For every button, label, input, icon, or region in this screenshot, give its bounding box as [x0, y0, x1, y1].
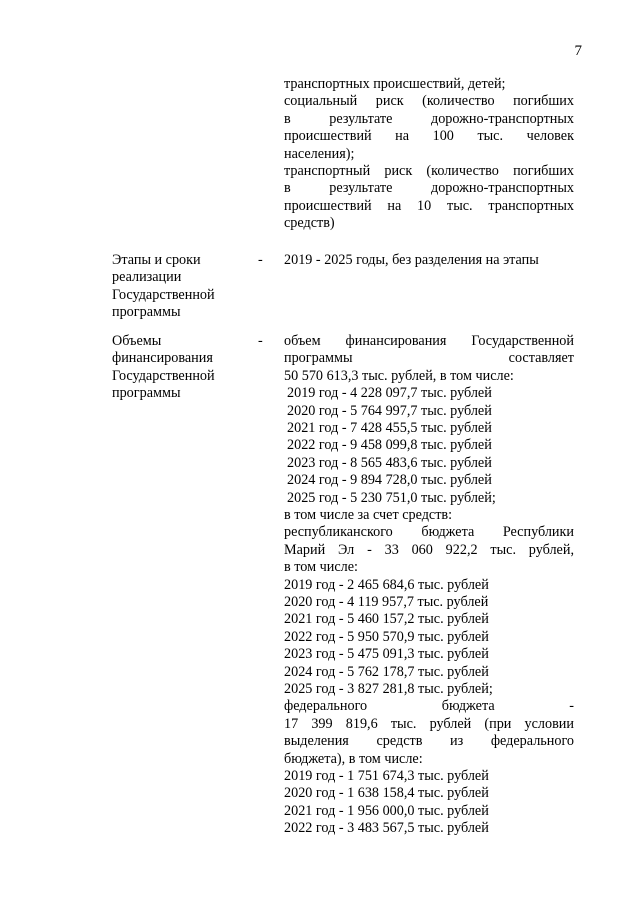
page-number: 7: [574, 43, 582, 59]
funding-value-line: 2020 год - 5 764 997,7 тыс. рублей: [287, 402, 492, 419]
funding-value-line: 2025 год - 5 230 751,0 тыс. рублей;: [287, 489, 496, 506]
text-line: происшествий на 10 тыс. транспортных: [284, 197, 574, 214]
funding-value-line: в том числе за счет средств:: [284, 507, 453, 523]
section-label-line: финансирования: [112, 350, 213, 367]
text-line: в результате дорожно-транспортных: [284, 110, 574, 127]
funding-value-line: программы составляет: [284, 350, 574, 367]
text-line: транспортных происшествий, детей;: [284, 76, 506, 92]
section-label-line: программы: [112, 385, 181, 402]
funding-value-line: 2021 год - 7 428 455,5 тыс. рублей: [287, 420, 492, 436]
funding-value-line: 2022 год - 3 483 567,5 тыс. рублей: [284, 820, 489, 837]
section-label-line: Государственной: [112, 286, 215, 303]
section-label-line: Объемы: [112, 333, 162, 349]
funding-value-line: Марий Эл - 33 060 922,2 тыс. рублей,: [284, 541, 574, 558]
funding-value-line: 2020 год - 4 119 957,7 тыс. рублей: [284, 594, 489, 610]
funding-value-line: объем финансирования Государственной: [284, 333, 574, 349]
funding-value-line: в том числе:: [284, 559, 358, 576]
dash-separator: -: [258, 333, 263, 349]
text-line: социальный риск (количество погибших: [284, 93, 574, 110]
funding-value-line: 2019 год - 2 465 684,6 тыс. рублей: [284, 576, 489, 593]
dash-separator: -: [258, 252, 263, 268]
funding-value-line: 2024 год - 5 762 178,7 тыс. рублей: [284, 663, 489, 680]
funding-value-line: республиканского бюджета Республики: [284, 524, 574, 541]
funding-value-line: 2023 год - 8 565 483,6 тыс. рублей: [287, 454, 492, 471]
funding-value-line: бюджета), в том числе:: [284, 750, 423, 767]
section-label-line: программы: [112, 304, 181, 321]
text-line: средств): [284, 215, 335, 232]
section-label-line: Государственной: [112, 367, 215, 384]
funding-value-line: 2019 год - 1 751 674,3 тыс. рублей: [284, 768, 489, 784]
section-label-line: Этапы и сроки: [112, 252, 201, 268]
text-line: населения);: [284, 145, 355, 162]
funding-value-line: 2022 год - 5 950 570,9 тыс. рублей: [284, 628, 489, 645]
funding-value-line: 2021 год - 1 956 000,0 тыс. рублей: [284, 802, 489, 819]
text-line: происшествий на 100 тыс. человек: [284, 128, 574, 145]
funding-value-line: 2019 год - 4 228 097,7 тыс. рублей: [287, 385, 492, 402]
funding-value-line: 17 399 819,6 тыс. рублей (при условии: [284, 715, 574, 732]
section-label-line: реализации: [112, 269, 182, 286]
funding-value-line: 2020 год - 1 638 158,4 тыс. рублей: [284, 785, 489, 802]
funding-value-line: 2022 год - 9 458 099,8 тыс. рублей: [287, 437, 492, 454]
funding-value-line: 2024 год - 9 894 728,0 тыс. рублей: [287, 472, 492, 489]
text-line: транспортный риск (количество погибших: [284, 163, 574, 179]
text-line: в результате дорожно-транспортных: [284, 180, 574, 197]
section-value-line: 2019 - 2025 годы, без разделения на этапы: [284, 252, 539, 268]
funding-value-line: 2025 год - 3 827 281,8 тыс. рублей;: [284, 681, 493, 697]
funding-value-line: федерального бюджета -: [284, 698, 574, 715]
funding-value-line: 2023 год - 5 475 091,3 тыс. рублей: [284, 646, 489, 663]
funding-value-line: выделения средств из федерального: [284, 733, 574, 750]
funding-value-line: 2021 год - 5 460 157,2 тыс. рублей: [284, 611, 489, 628]
funding-value-line: 50 570 613,3 тыс. рублей, в том числе:: [284, 367, 514, 384]
